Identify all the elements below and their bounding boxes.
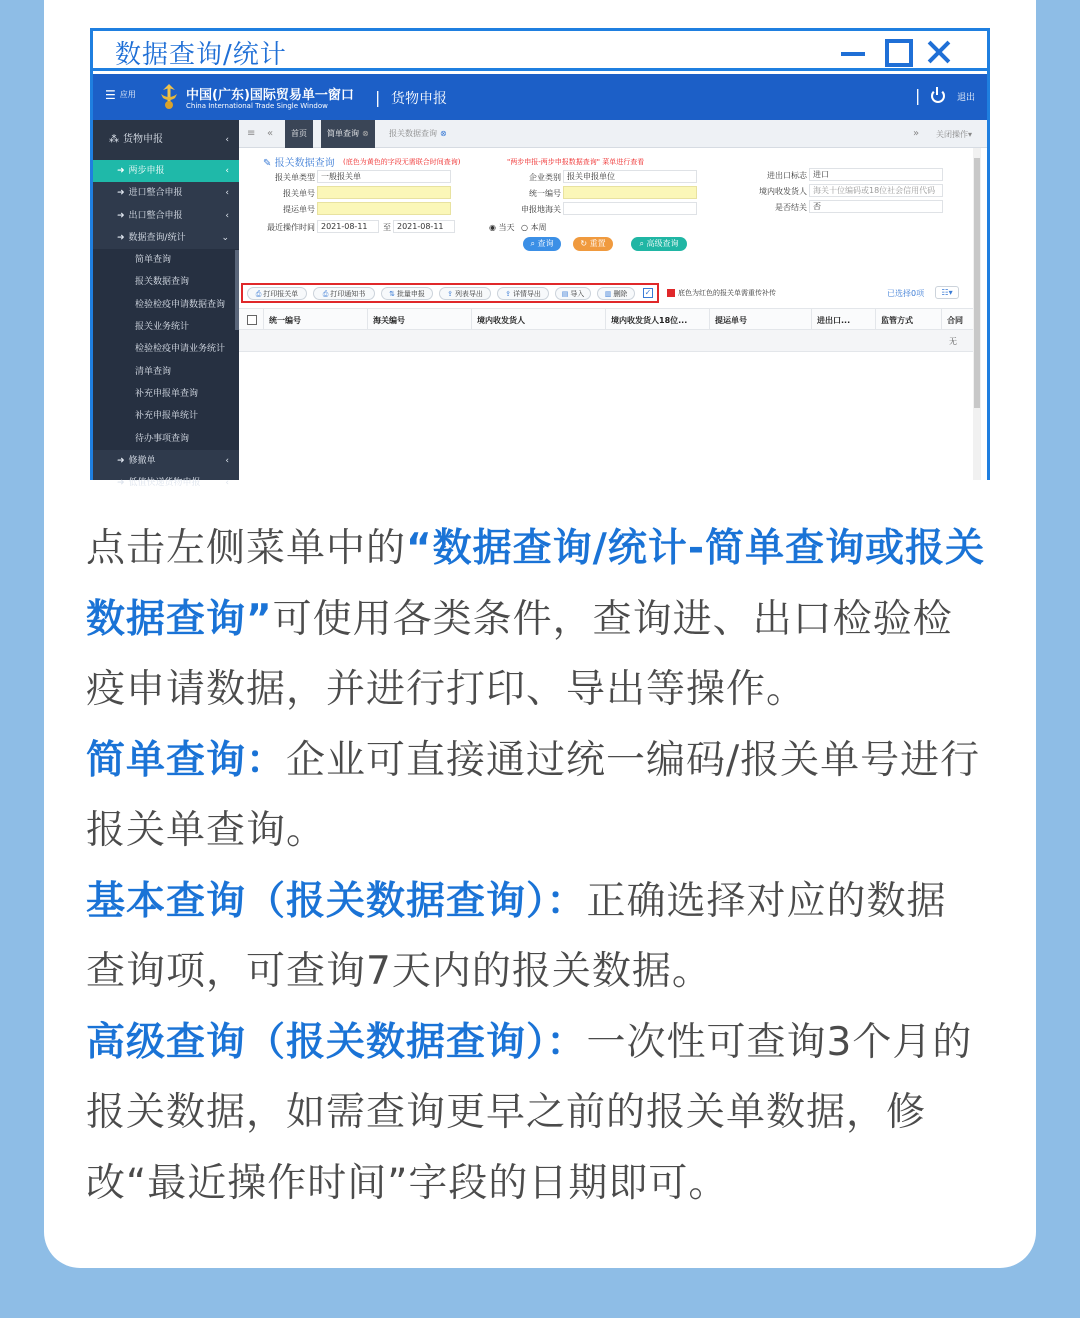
- delete-button[interactable]: [597, 287, 635, 300]
- hamburger-icon[interactable]: ≡: [247, 128, 256, 139]
- batch-declare-label: 批量申报: [396, 290, 425, 298]
- grid-separator: [811, 309, 812, 331]
- upload-icon: ⇪: [505, 290, 511, 298]
- sidebar-item-two-step[interactable]: [93, 160, 239, 182]
- red-legend-text: 底色为红色的报关单需重传补传: [678, 289, 776, 297]
- list-export-button[interactable]: [439, 287, 491, 300]
- label-ie-flag: 进出口标志: [767, 171, 807, 180]
- grid-separator: [605, 309, 606, 331]
- print-decl-button[interactable]: [247, 287, 307, 300]
- date-to-input[interactable]: 2021-08-11: [393, 220, 455, 233]
- chevron-left-icon: ‹: [225, 455, 229, 466]
- red-legend-swatch: [667, 289, 675, 297]
- settled-select[interactable]: 否: [809, 200, 943, 213]
- sidebar-item-customs-query[interactable]: [93, 271, 239, 293]
- tab-home[interactable]: [285, 120, 313, 148]
- customs-emblem-icon: [157, 82, 181, 112]
- logo-title: 中国(广东)国际贸易单一窗口: [186, 88, 354, 103]
- delete-label: 删除: [613, 290, 628, 298]
- chevron-left-icon: ‹: [225, 210, 229, 221]
- sidebar-item-label: 检验检疫申请数据查询: [135, 299, 226, 310]
- enter-icon: ➜: [117, 232, 125, 243]
- table-row: [239, 330, 979, 352]
- sidebar-item-label: 进口整合申报: [128, 188, 183, 199]
- tab-simple-query[interactable]: [321, 120, 375, 148]
- detail-export-label: 详情导出: [512, 290, 541, 298]
- sidebar-item-label: 报关数据查询: [135, 277, 190, 288]
- decl-type-select[interactable]: 一般报关单: [317, 170, 451, 183]
- basic-query-heading: 基本查询（报关数据查询）：: [86, 878, 587, 924]
- enter-icon: ➜: [117, 210, 125, 221]
- tab-label: 简单查询: [327, 129, 359, 138]
- cargo-icon: ⁂: [109, 134, 119, 145]
- enter-icon: ➜: [117, 166, 125, 176]
- radio-week-label: 本周: [530, 223, 547, 232]
- app-menu-label: 应用: [119, 90, 136, 99]
- col-unified-no[interactable]: 统一编号: [269, 316, 301, 325]
- close-tab-icon[interactable]: ⊗: [440, 129, 447, 138]
- maximize-icon[interactable]: [879, 31, 919, 71]
- radio-week[interactable]: ○ 本周: [521, 223, 547, 232]
- sidebar: [93, 120, 239, 489]
- declare-port-input[interactable]: [563, 202, 697, 215]
- reset-icon: ↻: [580, 239, 588, 248]
- sidebar-item-modify[interactable]: [93, 450, 239, 472]
- bill-no-input[interactable]: [317, 202, 451, 215]
- advanced-query-label: 高级查询: [646, 239, 679, 248]
- main-panel: [239, 120, 987, 480]
- grid-separator: [367, 309, 368, 331]
- sidebar-item-label: 补充申报单统计: [135, 411, 199, 422]
- chevron-left-icon: ‹: [225, 478, 229, 489]
- sidebar-item-label: 修撤单: [128, 455, 156, 466]
- detail-export-button[interactable]: [497, 287, 549, 300]
- label-settled: 是否结关: [775, 203, 807, 212]
- sidebar-item-import[interactable]: [93, 182, 239, 204]
- query-form: [239, 148, 987, 480]
- sidebar-item-export[interactable]: [93, 205, 239, 227]
- sidebar-item-supplement-stats[interactable]: [93, 405, 239, 427]
- close-ops-dropdown[interactable]: 关闭操作▾: [936, 130, 973, 139]
- paragraph-advanced-query: [86, 1008, 986, 1220]
- advanced-query-button[interactable]: [631, 237, 687, 251]
- chevron-left-icon: ‹: [225, 166, 229, 176]
- sidebar-item-label: 出口整合申报: [128, 210, 183, 221]
- yellow-field-note: (底色为黄色的字段无需联合时间查询): [343, 158, 461, 166]
- radio-today[interactable]: ◉ 当天: [489, 223, 515, 232]
- double-left-icon[interactable]: «: [267, 128, 274, 139]
- label-bill-no: 提运单号: [283, 205, 315, 214]
- date-to-prefix: 至: [383, 223, 391, 232]
- sidebar-header[interactable]: [93, 120, 239, 160]
- sidebar-item-label: 简单查询: [135, 255, 172, 266]
- screenshot-window: [90, 28, 990, 489]
- tab-label: 报关数据查询: [389, 129, 437, 138]
- print-icon: ⎙: [255, 290, 262, 298]
- no-data-text: 无: [949, 337, 957, 346]
- print-icon: ⎙: [322, 290, 329, 298]
- grid-separator: [941, 309, 942, 331]
- sidebar-item-label: 补充申报单查询: [135, 388, 199, 399]
- enter-icon: ➜: [117, 478, 125, 489]
- consignee-input[interactable]: 海关十位编码或18位社会信用代码: [809, 184, 943, 197]
- header-separator-right: |: [915, 86, 921, 105]
- col-customs-no[interactable]: 海关编号: [373, 316, 405, 325]
- simple-query-heading: 简单查询：: [86, 737, 287, 783]
- select-all-checkbox[interactable]: [247, 315, 257, 325]
- batch-declare-button[interactable]: [381, 287, 433, 300]
- header-separator: |: [375, 88, 381, 107]
- upload-icon: ⇪: [447, 290, 453, 298]
- sidebar-item-low-value[interactable]: [93, 472, 239, 494]
- tab-label: 首页: [291, 129, 307, 138]
- form-title: [263, 154, 335, 169]
- sidebar-item-label: 待办事项查询: [135, 433, 190, 444]
- advanced-query-heading: 高级查询（报关数据查询）：: [86, 1019, 587, 1065]
- form-title-label: 报关数据查询: [274, 158, 335, 169]
- intro-highlight: “数据查询/统计-简单查询或报关数据查询”: [86, 526, 986, 642]
- double-right-icon[interactable]: »: [913, 128, 920, 139]
- print-notice-button[interactable]: [313, 287, 375, 300]
- sidebar-item-inspection-stats[interactable]: [93, 338, 239, 360]
- advanced-query-text: 一次性可查询3个月的报关数据，如需查询更早之前的报关单数据，修改“最近操作时间”字段的日期即可。: [86, 1019, 973, 1206]
- module-title: 货物申报: [391, 91, 447, 107]
- app-header: [93, 74, 987, 120]
- grid-separator: [709, 309, 710, 331]
- two-step-note: "两步申报-两步申报数据查询" 菜单进行查看: [507, 158, 645, 166]
- window-title: 数据查询/统计: [115, 40, 287, 70]
- selected-count[interactable]: 已选择0项: [887, 289, 925, 298]
- chevron-left-icon: ‹: [225, 135, 229, 145]
- toolbar-checkbox[interactable]: ✓: [644, 288, 652, 297]
- sidebar-item-inspection-query[interactable]: [93, 294, 239, 316]
- label-decl-type: 报关单类型: [275, 173, 315, 182]
- basic-query-text: 正确选择对应的数据查询项，可查询7天内的报关数据。: [86, 878, 947, 994]
- tab-customs-query[interactable]: [383, 120, 453, 148]
- print-decl-label: 打印报关单: [263, 290, 299, 298]
- col-bill-no[interactable]: 提运单号: [715, 316, 747, 325]
- sidebar-item-supplement-query[interactable]: [93, 383, 239, 405]
- sidebar-item-todo-query[interactable]: [93, 428, 239, 450]
- app-menu-button[interactable]: ☰ 应用: [105, 88, 136, 102]
- radio-today-label: 当天: [498, 223, 515, 232]
- label-declare-port: 申报地海关: [521, 205, 561, 214]
- paragraph-simple-query: [86, 726, 986, 867]
- col-supervision[interactable]: 监管方式: [881, 316, 913, 325]
- unified-no-input[interactable]: [563, 186, 697, 199]
- tab-bar: [239, 120, 987, 148]
- print-notice-label: 打印通知书: [330, 290, 366, 298]
- label-recent-time: 最近操作时间: [267, 223, 315, 232]
- enter-icon: ➜: [117, 455, 125, 466]
- list-export-label: 列表导出: [454, 290, 483, 298]
- grid-separator: [875, 309, 876, 331]
- query-button-label: 查询: [537, 239, 554, 248]
- sidebar-item-label: 清单查询: [135, 366, 172, 377]
- sidebar-item-simple-query[interactable]: [93, 249, 239, 271]
- import-button[interactable]: [555, 287, 591, 300]
- col-ie[interactable]: 进出口...: [817, 316, 851, 325]
- logo-subtitle: China International Trade Single Window: [186, 102, 328, 110]
- intro-text-b: 可使用各类条件，查询进、出口检验检疫申请数据，并进行打印、导出等操作。: [86, 596, 953, 712]
- enterprise-type-select[interactable]: 报关申报单位: [563, 170, 697, 183]
- paragraph-intro: [86, 514, 986, 726]
- logout-button[interactable]: 退出: [957, 93, 976, 103]
- window-titlebar: [93, 31, 987, 71]
- chevron-left-icon: ‹: [225, 188, 229, 199]
- description-text: [86, 514, 986, 1219]
- import-label: 导入: [570, 290, 585, 298]
- minimize-icon[interactable]: [835, 31, 875, 71]
- label-decl-no: 报关单号: [283, 189, 315, 198]
- label-consignee: 境内收发货人: [759, 187, 807, 196]
- edit-icon: ✎: [263, 158, 272, 169]
- sidebar-item-list-query[interactable]: [93, 361, 239, 383]
- file-icon: ▤: [561, 290, 569, 298]
- col-contract[interactable]: 合同: [947, 316, 963, 325]
- batch-icon: ⇅: [389, 290, 395, 298]
- trash-icon: ▥: [604, 290, 612, 298]
- toolbar-highlight-box: [241, 283, 659, 303]
- reset-button-label: 重置: [589, 239, 606, 248]
- sidebar-item-label: 两步申报: [128, 166, 165, 176]
- col-consignee[interactable]: 境内收发货人: [477, 316, 525, 325]
- grid-separator: [263, 309, 264, 331]
- intro-text-a: 点击左侧菜单中的: [86, 526, 407, 571]
- sidebar-header-label: 货物申报: [123, 134, 163, 145]
- search-icon: ⌕: [639, 239, 644, 248]
- search-icon: ⌕: [530, 239, 535, 248]
- label-unified-no: 统一编号: [529, 189, 561, 198]
- sidebar-item-label: 检验检疫申请业务统计: [135, 344, 226, 355]
- column-settings-button[interactable]: ☷▾: [935, 286, 959, 299]
- decl-no-input[interactable]: [317, 186, 451, 199]
- sidebar-item-data-query[interactable]: [93, 227, 239, 249]
- date-from-input[interactable]: 2021-08-11: [317, 220, 379, 233]
- simple-query-text: 企业可直接通过统一编码/报关单号进行报关单查询。: [86, 737, 981, 853]
- close-ops-label: 关闭操作: [936, 130, 968, 139]
- col-consignee-18[interactable]: 境内收发货人18位...: [611, 316, 688, 325]
- ie-flag-select[interactable]: 进口: [809, 168, 943, 181]
- power-icon[interactable]: [931, 89, 945, 103]
- main-scrollbar[interactable]: [973, 148, 981, 480]
- sidebar-item-label: 低值快递货物申报: [128, 478, 201, 489]
- sidebar-item-label: 数据查询/统计: [128, 232, 186, 243]
- label-enterprise-type: 企业类别: [529, 173, 561, 182]
- chevron-down-icon: ⌄: [221, 232, 229, 243]
- close-icon[interactable]: [921, 31, 961, 71]
- paragraph-basic-query: [86, 867, 986, 1008]
- reset-button[interactable]: [573, 237, 613, 251]
- sidebar-item-customs-stats[interactable]: [93, 316, 239, 338]
- sidebar-item-label: 报关业务统计: [135, 322, 190, 333]
- query-button[interactable]: [523, 237, 561, 251]
- close-tab-icon[interactable]: ⊗: [362, 129, 369, 138]
- grid-header: [239, 308, 979, 330]
- grid-separator: [471, 309, 472, 331]
- enter-icon: ➜: [117, 188, 125, 199]
